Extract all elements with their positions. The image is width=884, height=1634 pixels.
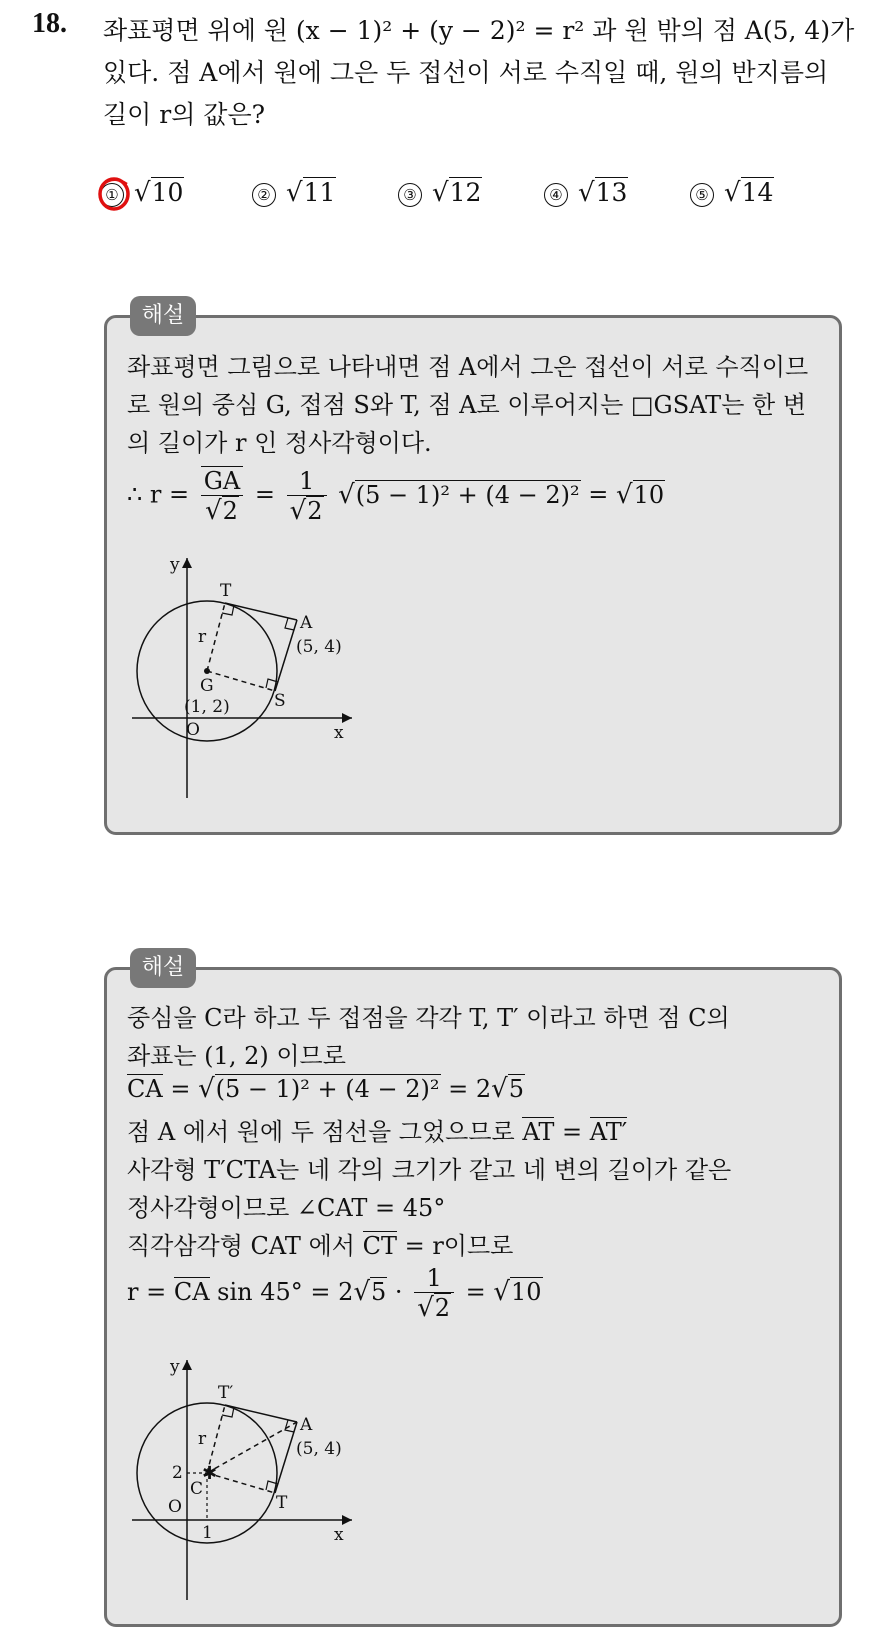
fig2-label-T-prime: T′ — [218, 1383, 234, 1403]
solution-box-1 — [104, 315, 842, 835]
choice-5[interactable] — [690, 178, 774, 208]
choice-2-value: √11 — [286, 178, 336, 208]
fig2-label-C: C — [190, 1479, 204, 1499]
choice-2-number: ② — [252, 183, 276, 207]
choice-1[interactable] — [100, 178, 184, 208]
solution-2-line-5: 사각형 T′CTA는 네 각의 크기가 같고 네 변의 길이가 같은 — [127, 1156, 732, 1184]
solution-2-line-2: 좌표는 (1, 2) 이므로 — [127, 1042, 346, 1070]
choice-4[interactable] — [544, 178, 628, 208]
fig2-label-T: T — [276, 1493, 288, 1513]
choice-3-value: √12 — [432, 178, 482, 208]
x-axis-arrow-icon — [342, 1515, 352, 1525]
y-axis-arrow-icon — [182, 1360, 192, 1370]
choice-5-value: √14 — [724, 178, 774, 208]
solution-1-equation: ∴ r = $\frac{GA}{√2}$ = $\frac{1}{√2}$ √(5 − 1)² + (4 − 2)² = √10 — [127, 466, 665, 526]
choice-1-number: ① — [100, 183, 124, 207]
tangent-SA — [275, 620, 297, 691]
question-line-3: 길이 r의 값은? — [103, 100, 265, 129]
radius-CT — [207, 1473, 275, 1493]
choice-1-value: √10 — [134, 178, 184, 208]
fig2-label-A-coord: (5, 4) — [296, 1439, 342, 1459]
fig1-label-S: S — [274, 691, 286, 711]
fig2-label-O: O — [168, 1497, 182, 1517]
solution-2-line-6: 정사각형이므로 ∠CAT = 45° — [127, 1194, 446, 1222]
right-angle-A — [285, 618, 294, 630]
choice-5-number: ⑤ — [690, 183, 714, 207]
question-line-1: 좌표평면 위에 원 (x − 1)² + (y − 2)² = r² 과 원 밖의 점 A(5, 4)가 — [103, 16, 855, 45]
radius-GS — [207, 671, 275, 691]
fig1-label-G: G — [200, 676, 214, 696]
solution-2-line-8: r = CA sin 45° = 2√5 · $\frac{1}{√2}$ = √10 — [127, 1264, 542, 1323]
center-star-icon: ✱ — [202, 1463, 218, 1484]
solution-2-line-3: CA = √(5 − 1)² + (4 − 2)² = 2√5 — [127, 1074, 525, 1104]
solution-2-line-7: 직각삼각형 CAT 에서 CT = r이므로 — [127, 1232, 514, 1260]
fig2-label-one: 1 — [202, 1523, 213, 1543]
solution-1-figure — [122, 558, 362, 808]
fig2-label-x: x — [334, 1525, 344, 1545]
choice-2[interactable] — [252, 178, 336, 208]
solution-2-figure — [122, 1360, 362, 1610]
y-axis-arrow-icon — [182, 558, 192, 568]
choice-3-number: ③ — [398, 183, 422, 207]
solution-2-line-4: 점 A 에서 원에 두 점선을 그었으므로 AT = AT′ — [127, 1118, 628, 1146]
tangent-TA — [225, 603, 297, 620]
fig2-label-two: 2 — [172, 1463, 183, 1483]
fig2-label-r: r — [198, 1429, 207, 1449]
solution-1-text: 좌표평면 그림으로 나타내면 점 A에서 그은 접선이 서로 수직이므로 원의 중심 G, 접점 S와 T, 점 A로 이루어지는 □GSAT는 한 변의 길이가 r 인 정사각형이다. — [127, 353, 809, 457]
choice-4-number: ④ — [544, 183, 568, 207]
fig2-label-A: A — [300, 1415, 313, 1435]
fig1-label-y: y — [170, 558, 180, 575]
fig1-label-x: x — [334, 723, 344, 743]
fig2-label-y: y — [170, 1360, 180, 1377]
solution-1-tag: 해설 — [130, 296, 196, 336]
center-point — [204, 668, 210, 674]
answer-choices — [100, 172, 860, 222]
question-text — [103, 10, 863, 136]
x-axis-arrow-icon — [342, 713, 352, 723]
fig1-label-G-coord: (1, 2) — [184, 697, 230, 717]
fig1-label-A-coord: (5, 4) — [296, 637, 342, 657]
choice-3[interactable] — [398, 178, 482, 208]
solution-box-2 — [104, 967, 842, 1627]
selected-answer-mark-icon — [96, 175, 132, 215]
fig1-label-T: T — [220, 581, 232, 601]
solution-2-tag: 해설 — [130, 948, 196, 988]
tangent-TA — [225, 1405, 297, 1422]
question-line-2: 있다. 점 A에서 원에 그은 두 접선이 서로 수직일 때, 원의 반지름의 — [103, 58, 829, 87]
choice-4-value: √13 — [578, 178, 628, 208]
fig1-label-r: r — [198, 627, 207, 647]
solution-2-line-1: 중심을 C라 하고 두 접점을 각각 T, T′ 이라고 하면 점 C의 — [127, 1004, 730, 1032]
question-number: 18. — [32, 8, 67, 39]
fig1-label-O: O — [186, 720, 200, 740]
fig1-label-A: A — [300, 613, 313, 633]
